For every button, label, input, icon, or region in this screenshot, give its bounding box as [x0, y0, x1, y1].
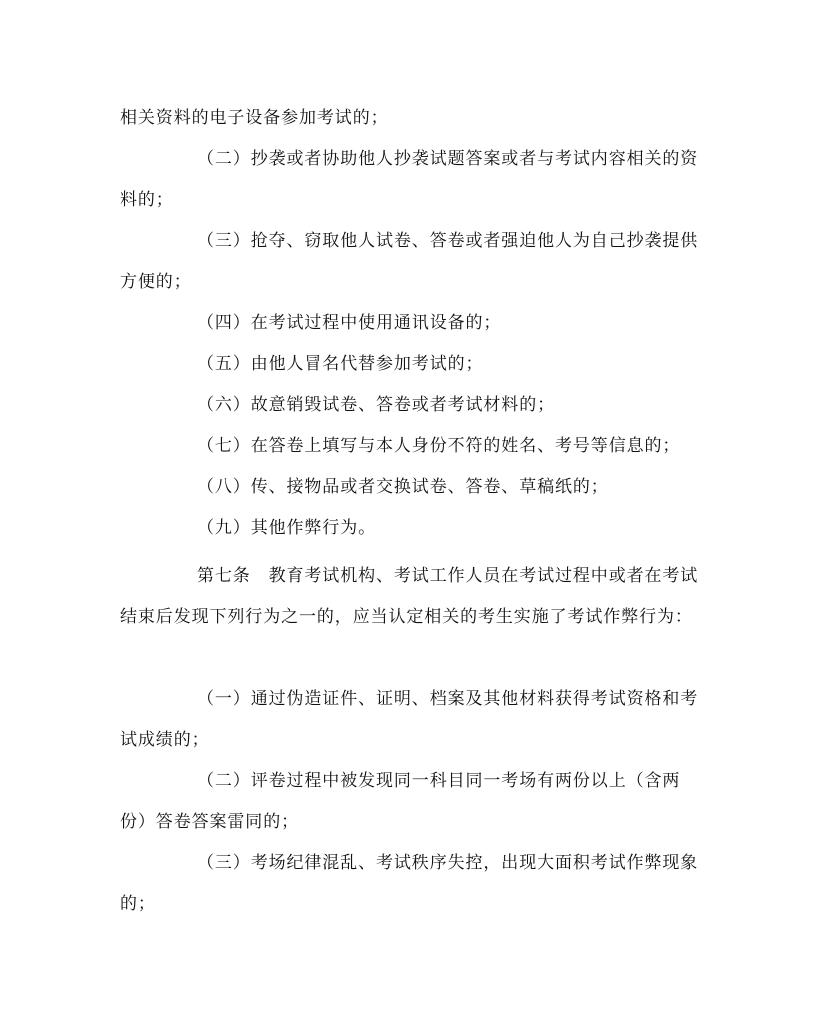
- article-7-paragraph: 第七条 教育考试机构、考试工作人员在考试过程中或者在考试结束后发现下列行为之一的，应当认定相关的考生实施了考试作弊行为：: [120, 566, 699, 627]
- paragraph-article7-item-2: （二）评卷过程中被发现同一科目同一考场有两份以上（含两份）答卷答案雷同的；: [120, 771, 681, 832]
- paragraph-item-2: （二）抄袭或者协助他人抄袭试题答案或者与考试内容相关的资料的；: [120, 149, 699, 210]
- paragraph-item-9: （九）其他作弊行为。: [197, 518, 376, 538]
- paragraph-article7-item-1: （一）通过伪造证件、证明、档案及其他材料获得考试资格和考试成绩的；: [120, 689, 699, 750]
- paragraph-item-6: （六）故意销毁试卷、答卷或者考试材料的；: [197, 395, 555, 415]
- paragraph-item-5: （五）由他人冒名代替参加考试的；: [197, 354, 484, 374]
- paragraph-item-7: （七）在答卷上填写与本人身份不符的姓名、考号等信息的；: [197, 436, 681, 456]
- paragraph-item-4: （四）在考试过程中使用通讯设备的；: [197, 313, 502, 333]
- paragraph-item-8: （八）传、接物品或者交换试卷、答卷、草稿纸的；: [197, 477, 609, 497]
- paragraph-article7-item-3: （三）考场纪律混乱、考试秩序失控，出现大面积考试作弊现象的；: [120, 853, 699, 914]
- paragraph-continuation: 相关资料的电子设备参加考试的；: [120, 108, 389, 128]
- paragraph-item-3: （三）抢夺、窃取他人试卷、答卷或者强迫他人为自己抄袭提供方便的；: [120, 231, 699, 292]
